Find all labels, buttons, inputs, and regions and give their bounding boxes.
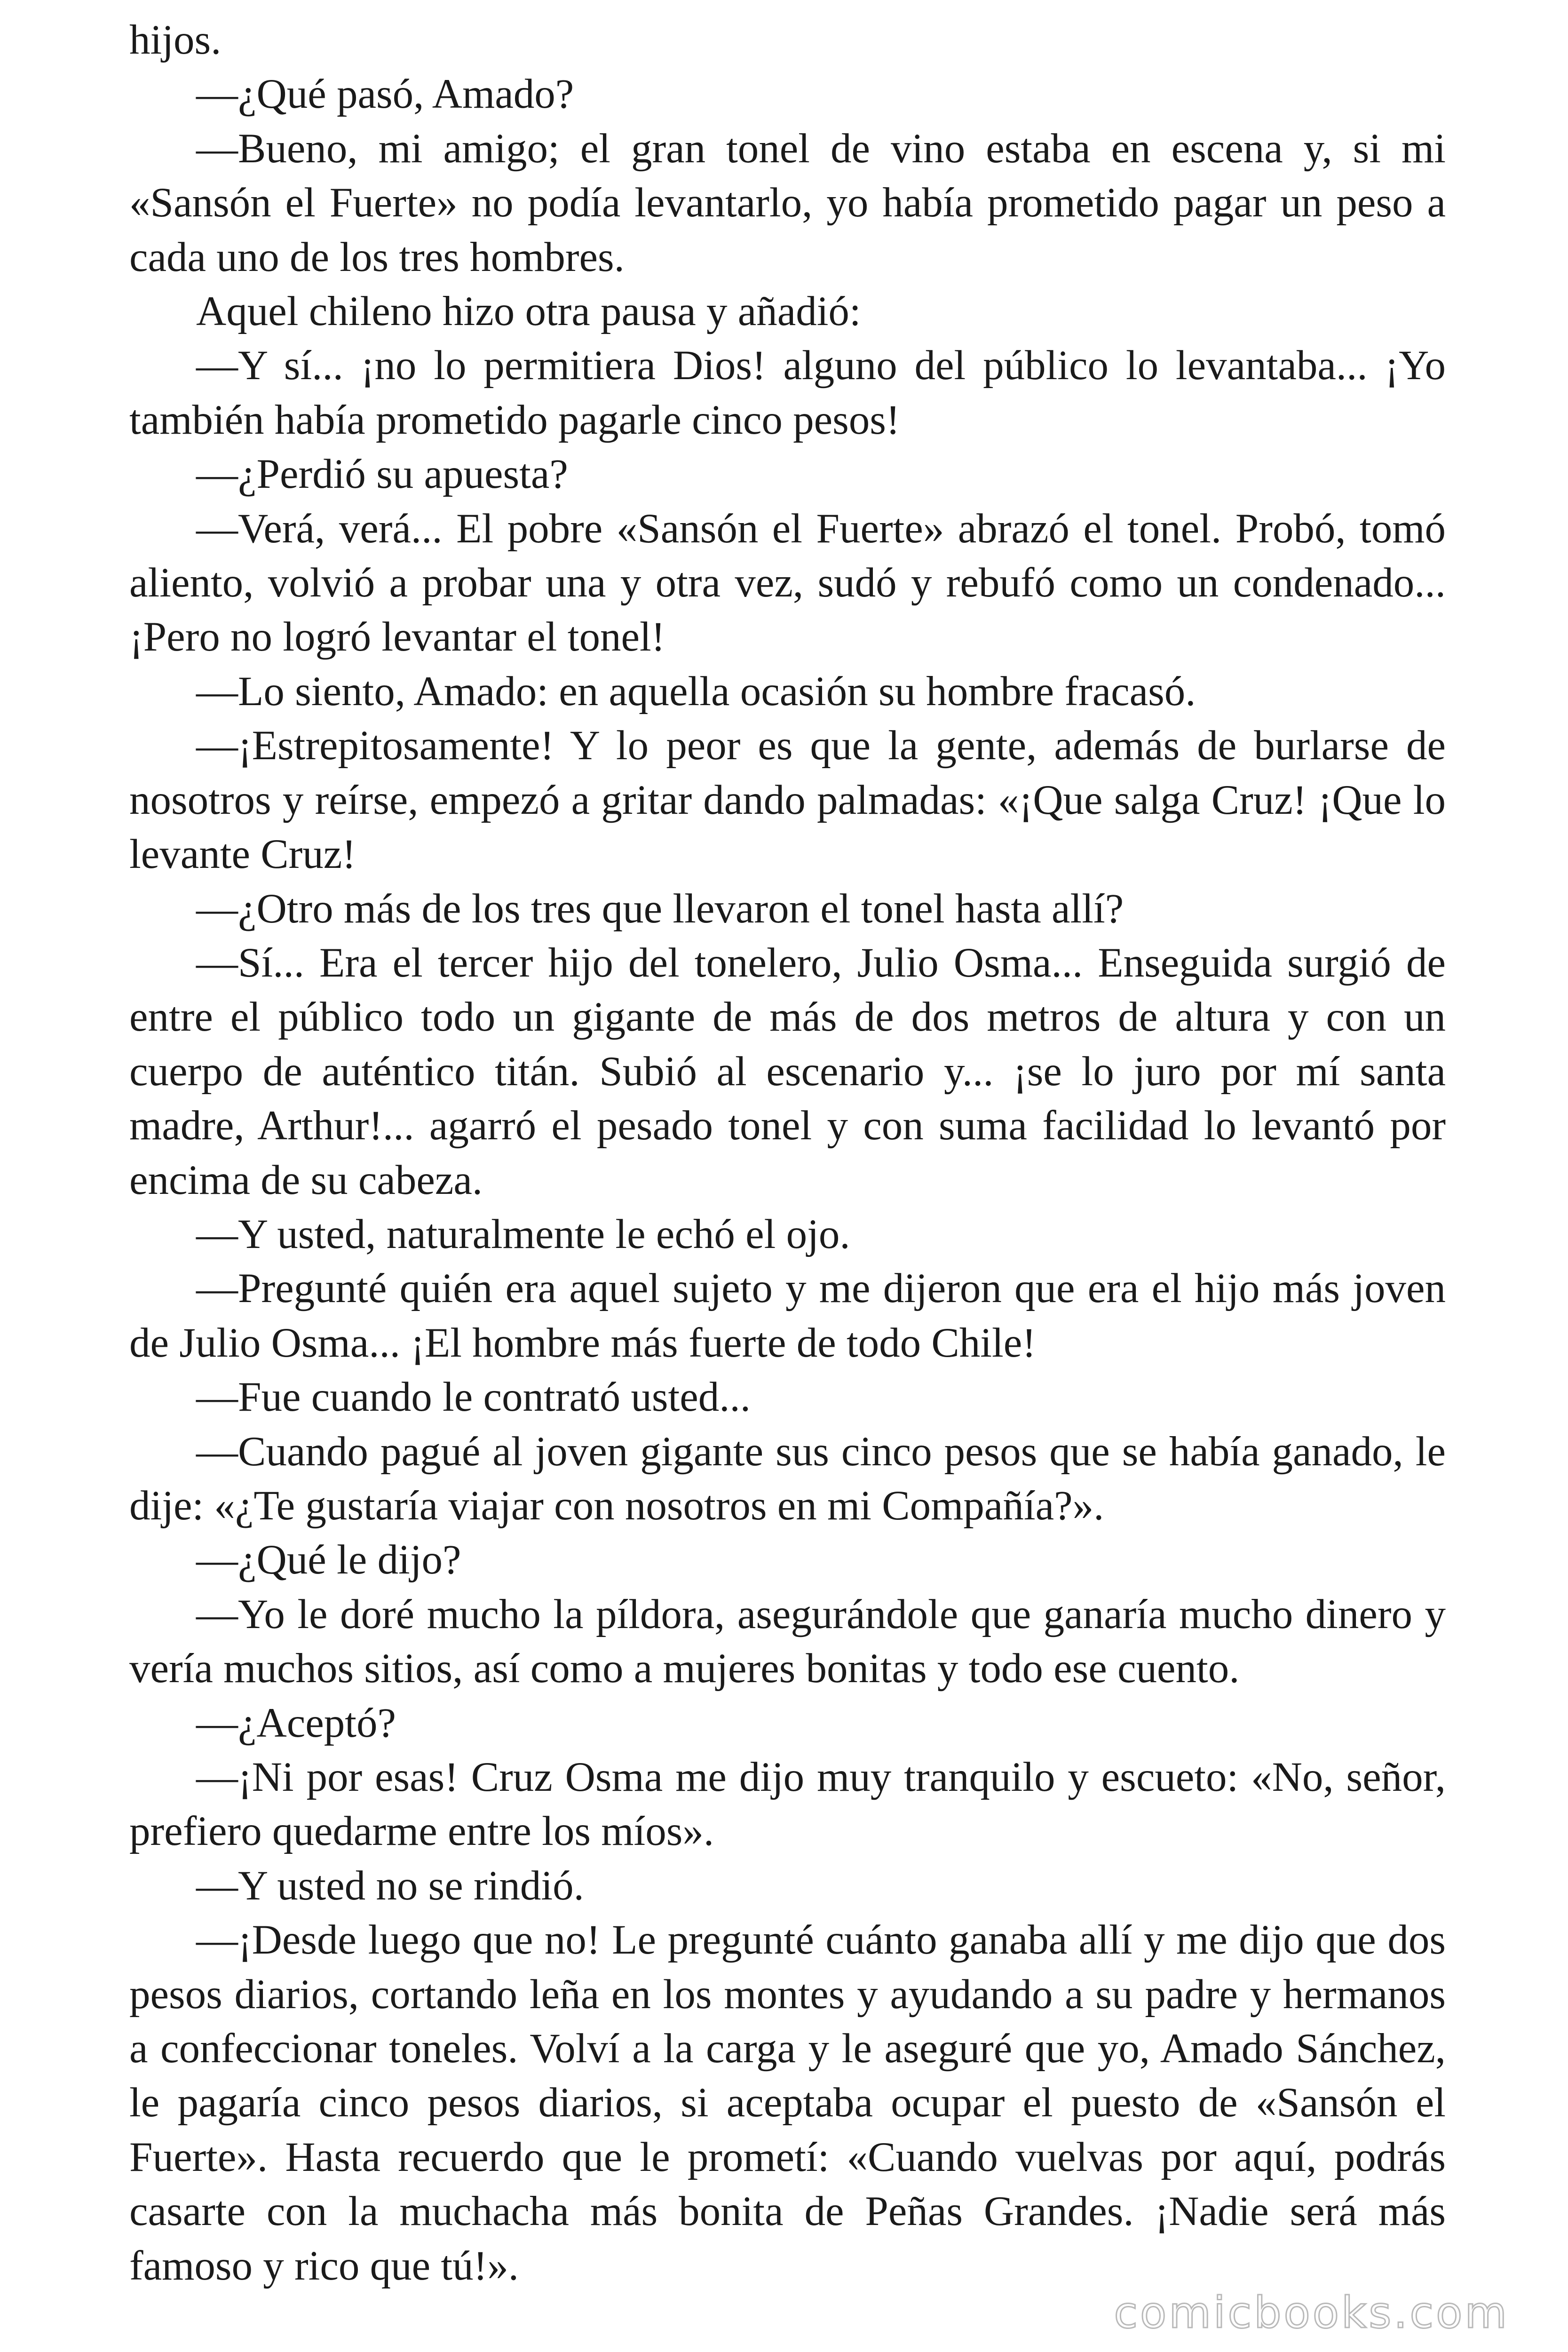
paragraph: hijos.: [129, 17, 222, 63]
watermark: comicbooks.com: [1114, 2288, 1509, 2338]
paragraph: —Pregunté quién era aquel sujeto y me dijeron que era el hijo más joven de Julio Osma... ¡El hombre más fuerte de todo Chile!: [129, 1265, 1446, 1366]
paragraph: —Y sí... ¡no lo permitiera Dios! alguno del público lo levantaba... ¡Yo también había prometido pagarle cinco pesos!: [129, 342, 1446, 443]
paragraph: —¡Desde luego que no! Le pregunté cuánto ganaba allí y me dijo que dos pesos diarios, cortando leña en los montes y ayudando a su padre y hermanos a confeccionar toneles. Volví a la carga y le aseguré que yo, Amado Sánchez, le pagaría cinco pesos diarios, si aceptaba ocupar el puesto de «Sansón el Fuerte». Hasta recuerdo que le prometí: «Cuando vuelvas por aquí, podrás casarte con la muchacha más bonita de Peñas Grandes. ¡Nadie será más famoso y rico que tú!».: [129, 1917, 1446, 2289]
paragraph: —Lo siento, Amado: en aquella ocasión su hombre fracasó.: [196, 668, 1196, 715]
paragraph: —¡Ni por esas! Cruz Osma me dijo muy tranquilo y escueto: «No, señor, prefiero quedarme entre los míos».: [129, 1754, 1446, 1855]
paragraph: —¿Aceptó?: [196, 1700, 396, 1746]
paragraph: —¿Otro más de los tres que llevaron el tonel hasta allí?: [196, 885, 1124, 932]
paragraph: —Yo le doré mucho la píldora, asegurándole que ganaría mucho dinero y vería muchos sitios, así como a mujeres bonitas y todo ese cuento.: [129, 1591, 1446, 1692]
paragraph: —Sí... Era el tercer hijo del tonelero, Julio Osma... Enseguida surgió de entre el público todo un gigante de más de dos metros de altura y con un cuerpo de auténtico titán. Subió al escenario y... ¡se lo juro por mí santa madre, Arthur!... agarró el pesado tonel y con suma facilidad lo levantó por encima de su cabeza.: [129, 939, 1446, 1203]
paragraph: —Verá, verá... El pobre «Sansón el Fuerte» abrazó el tonel. Probó, tomó aliento, volvió a probar una y otra vez, sudó y rebufó como un condenado... ¡Pero no logró levantar el tonel!: [129, 505, 1446, 660]
document-body: [129, 13, 1446, 2293]
paragraph: —¿Qué pasó, Amado?: [196, 71, 574, 118]
paragraph: —¡Estrepitosamente! Y lo peor es que la gente, además de burlarse de nosotros y reírse, empezó a gritar dando palmadas: «¡Que salga Cruz! ¡Que lo levante Cruz!: [129, 723, 1446, 878]
paragraph: —Fue cuando le contrató usted...: [196, 1374, 751, 1421]
paragraph: —¿Qué le dijo?: [196, 1537, 461, 1583]
paragraph: —Cuando pagué al joven gigante sus cinco pesos que se había ganado, le dije: «¿Te gustaría viajar con nosotros en mi Compañía?».: [129, 1428, 1446, 1529]
paragraph: Aquel chileno hizo otra pausa y añadió:: [196, 288, 861, 335]
paragraph: —Bueno, mi amigo; el gran tonel de vino estaba en escena y, si mi «Sansón el Fuerte» no podía levantarlo, yo había prometido pagar un peso a cada uno de los tres hombres.: [129, 125, 1446, 280]
paragraph: —Y usted, naturalmente le echó el ojo.: [196, 1211, 850, 1257]
paragraph: —Y usted no se rindió.: [196, 1862, 584, 1909]
paragraph: —¿Perdió su apuesta?: [196, 451, 568, 498]
